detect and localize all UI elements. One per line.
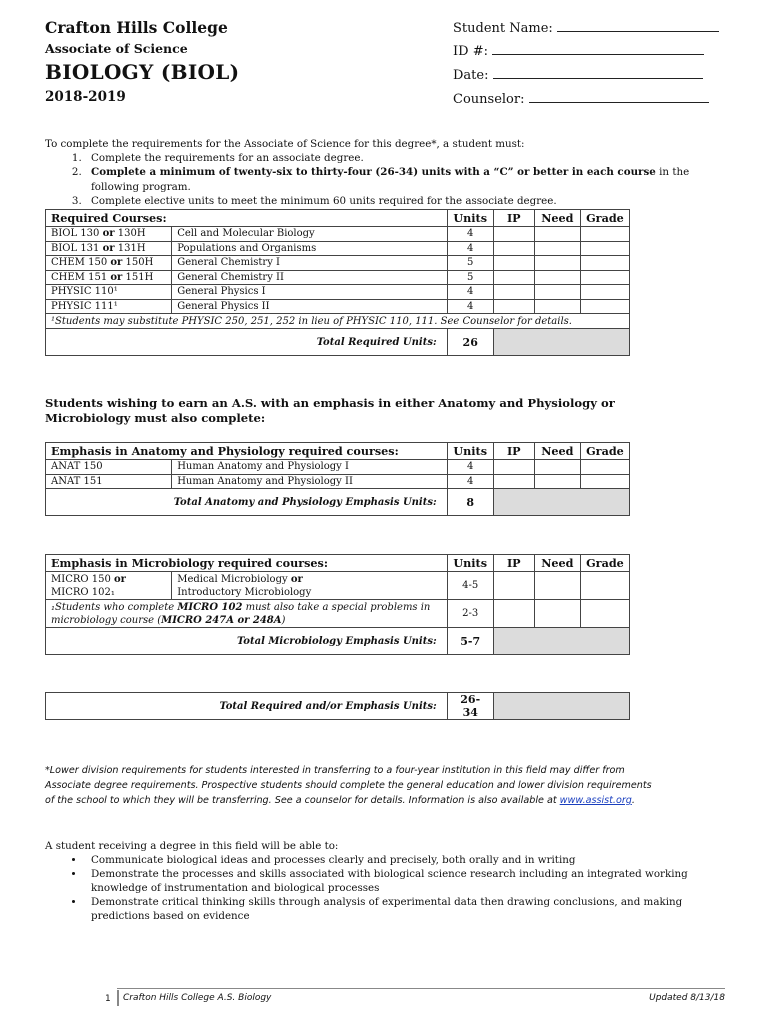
total-units: 5-7 <box>447 628 493 655</box>
footnote-line: *Lower division requirements for students interested in transferring to a four-year institution in this field may differ from <box>45 765 625 776</box>
course-code: CHEM 151 or 151H <box>46 270 172 285</box>
col-units: Units <box>447 555 493 572</box>
shaded-cell <box>493 489 629 516</box>
id-label: ID #: <box>453 44 488 59</box>
col-need: Need <box>534 443 580 460</box>
ip-cell[interactable] <box>493 460 534 475</box>
col-grade: Grade <box>580 443 629 460</box>
program-title: BIOLOGY (BIOL) <box>45 60 240 84</box>
col-units: Units <box>447 443 493 460</box>
table-row <box>46 227 630 242</box>
student-name-label: Student Name: <box>453 21 553 36</box>
course-title: General Physics I <box>172 285 447 300</box>
course-units: 5 <box>447 256 493 271</box>
table-row <box>46 270 630 285</box>
requirement-item <box>85 165 735 193</box>
need-cell[interactable] <box>534 285 580 300</box>
course-units: 4 <box>447 474 493 489</box>
grade-cell[interactable] <box>580 241 629 256</box>
need-cell[interactable] <box>534 256 580 271</box>
ip-cell[interactable] <box>493 241 534 256</box>
table-row <box>46 241 630 256</box>
need-cell[interactable] <box>534 241 580 256</box>
need-cell[interactable] <box>534 270 580 285</box>
requirements-list <box>45 151 735 208</box>
substitution-note: ¹Students may substitute PHYSIC 250, 251, 252 in lieu of PHYSIC 110, 111. See Counselor for details. <box>46 314 630 329</box>
assist-link[interactable]: www.assist.org <box>559 795 632 806</box>
total-label: Total Required Units: <box>46 329 448 356</box>
grand-total-table <box>45 692 630 720</box>
grade-cell[interactable] <box>580 600 629 628</box>
requirement-item: 1. Complete the requirements for an associate degree. <box>85 151 735 165</box>
grade-cell[interactable] <box>580 227 629 242</box>
col-ip: IP <box>493 443 534 460</box>
course-title: General Chemistry I <box>172 256 447 271</box>
grand-total-units: 26-34 <box>447 693 493 720</box>
table-row <box>46 299 630 314</box>
date-label: Date: <box>453 68 489 83</box>
grade-cell[interactable] <box>580 460 629 475</box>
degree-type: Associate of Science <box>45 41 188 56</box>
course-code: ANAT 151 <box>46 474 172 489</box>
shaded-cell <box>493 329 629 356</box>
requirement-emphasis: Complete a minimum of twenty-six to thirty-four (26-34) units with a “C” or better in each course <box>91 166 656 179</box>
course-code: MICRO 150 or MICRO 102₁ <box>46 572 172 600</box>
course-units: 4 <box>447 299 493 314</box>
ip-cell[interactable] <box>493 285 534 300</box>
counselor-label: Counselor: <box>453 92 525 107</box>
grand-total-label: Total Required and/or Emphasis Units: <box>46 693 448 720</box>
course-units: 5 <box>447 270 493 285</box>
grade-cell[interactable] <box>580 299 629 314</box>
grade-cell[interactable] <box>580 572 629 600</box>
col-ip: IP <box>493 555 534 572</box>
course-units: 4 <box>447 241 493 256</box>
date-field[interactable] <box>493 66 703 79</box>
total-row <box>46 628 630 655</box>
col-ip: IP <box>493 210 534 227</box>
college-name: Crafton Hills College <box>45 18 228 37</box>
student-name-row <box>453 19 719 36</box>
need-cell[interactable] <box>534 460 580 475</box>
col-grade: Grade <box>580 210 629 227</box>
course-code: ANAT 150 <box>46 460 172 475</box>
course-code: PHYSIC 110¹ <box>46 285 172 300</box>
student-name-field[interactable] <box>557 19 719 32</box>
page-number: 1 <box>105 994 111 1004</box>
course-title: Human Anatomy and Physiology II <box>172 474 447 489</box>
footer-doc-title: Crafton Hills College A.S. Biology <box>123 993 272 1003</box>
shaded-cell <box>493 628 629 655</box>
course-title: Cell and Molecular Biology <box>172 227 447 242</box>
emphasis-intro: Students wishing to earn an A.S. with an emphasis in either Anatomy and Physiology or Microbiology must also complete: <box>45 396 615 425</box>
footer-updated: Updated 8/13/18 <box>649 993 725 1003</box>
outcomes-list <box>45 853 735 923</box>
course-title: Human Anatomy and Physiology I <box>172 460 447 475</box>
need-cell[interactable] <box>534 572 580 600</box>
anatomy-emphasis-table <box>45 442 630 516</box>
intro-lead: To complete the requirements for the Associate of Science for this degree*, a student must: <box>45 138 525 150</box>
microbiology-emphasis-table <box>45 554 630 655</box>
table-row <box>46 256 630 271</box>
ip-cell[interactable] <box>493 474 534 489</box>
date-row <box>453 66 703 83</box>
course-code: PHYSIC 111¹ <box>46 299 172 314</box>
shaded-cell <box>493 693 629 720</box>
course-units: 4 <box>447 227 493 242</box>
course-units: 2-3 <box>447 600 493 628</box>
table-title: Required Courses: <box>46 210 448 227</box>
table-row <box>46 285 630 300</box>
course-code: CHEM 150 or 150H <box>46 256 172 271</box>
outcome-item: • Communicate biological ideas and processes clearly and precisely, both orally and in writing <box>85 853 735 867</box>
grade-cell[interactable] <box>580 256 629 271</box>
col-grade: Grade <box>580 555 629 572</box>
transfer-footnote <box>45 763 745 808</box>
footnote-line: of the school to which they will be transferring. See a counselor for details. Information is also available at www.assist.org. <box>45 795 635 806</box>
need-cell[interactable] <box>534 600 580 628</box>
table-title: Emphasis in Anatomy and Physiology required courses: <box>46 443 448 460</box>
ip-cell[interactable] <box>493 270 534 285</box>
counselor-field[interactable] <box>529 90 709 103</box>
table-row <box>46 600 630 628</box>
table-title: Emphasis in Microbiology required courses: <box>46 555 448 572</box>
grade-cell[interactable] <box>580 285 629 300</box>
counselor-row <box>453 90 709 107</box>
id-field[interactable] <box>492 42 704 55</box>
ip-cell[interactable] <box>493 256 534 271</box>
ip-cell[interactable] <box>493 572 534 600</box>
total-units: 26 <box>447 329 493 356</box>
need-cell[interactable] <box>534 227 580 242</box>
ip-cell[interactable] <box>493 227 534 242</box>
outcome-item: • Demonstrate critical thinking skills through analysis of experimental data then drawing conclusions, and making predictions based on evidence <box>85 895 735 923</box>
col-units: Units <box>447 210 493 227</box>
col-need: Need <box>534 210 580 227</box>
outcomes-lead: A student receiving a degree in this field will be able to: <box>45 840 339 852</box>
requirement-rest: in the following program. <box>91 166 690 193</box>
catalog-year: 2018-2019 <box>45 89 126 105</box>
course-title: General Chemistry II <box>172 270 447 285</box>
special-problems-note: ₁Students who complete MICRO 102 must also take a special problems in microbiology course (MICRO 247A or 248A) <box>46 600 448 628</box>
course-units: 4 <box>447 285 493 300</box>
total-units: 8 <box>447 489 493 516</box>
course-title: Populations and Organisms <box>172 241 447 256</box>
outcome-item: • Demonstrate the processes and skills associated with biological science research including an integrated working knowledge of instrumentation and biological processes <box>85 867 735 895</box>
course-units: 4 <box>447 460 493 475</box>
requirements-intro <box>45 137 735 208</box>
ip-cell[interactable] <box>493 299 534 314</box>
table-row <box>46 474 630 489</box>
id-row <box>453 42 704 59</box>
total-label: Total Anatomy and Physiology Emphasis Units: <box>46 489 448 516</box>
table-row <box>46 572 630 600</box>
total-row <box>46 329 630 356</box>
total-row <box>46 489 630 516</box>
total-label: Total Microbiology Emphasis Units: <box>46 628 448 655</box>
page-footer <box>45 988 725 1008</box>
requirement-item: 3. Complete elective units to meet the minimum 60 units required for the associate degree. <box>85 194 735 208</box>
col-need: Need <box>534 555 580 572</box>
course-code: BIOL 130 or 130H <box>46 227 172 242</box>
grade-cell[interactable] <box>580 474 629 489</box>
course-units: 4-5 <box>447 572 493 600</box>
required-courses-table <box>45 209 630 356</box>
course-title: Medical Microbiology or Introductory Microbiology <box>172 572 447 600</box>
table-row <box>46 460 630 475</box>
footnote-line: Associate degree requirements. Prospective students should complete the general education and lower division requirements <box>45 780 652 791</box>
ip-cell[interactable] <box>493 600 534 628</box>
grade-cell[interactable] <box>580 270 629 285</box>
need-cell[interactable] <box>534 299 580 314</box>
footer-divider <box>117 990 119 1006</box>
learning-outcomes <box>45 839 735 923</box>
need-cell[interactable] <box>534 474 580 489</box>
course-title: General Physics II <box>172 299 447 314</box>
course-code: BIOL 131 or 131H <box>46 241 172 256</box>
student-info-fields <box>453 19 713 119</box>
